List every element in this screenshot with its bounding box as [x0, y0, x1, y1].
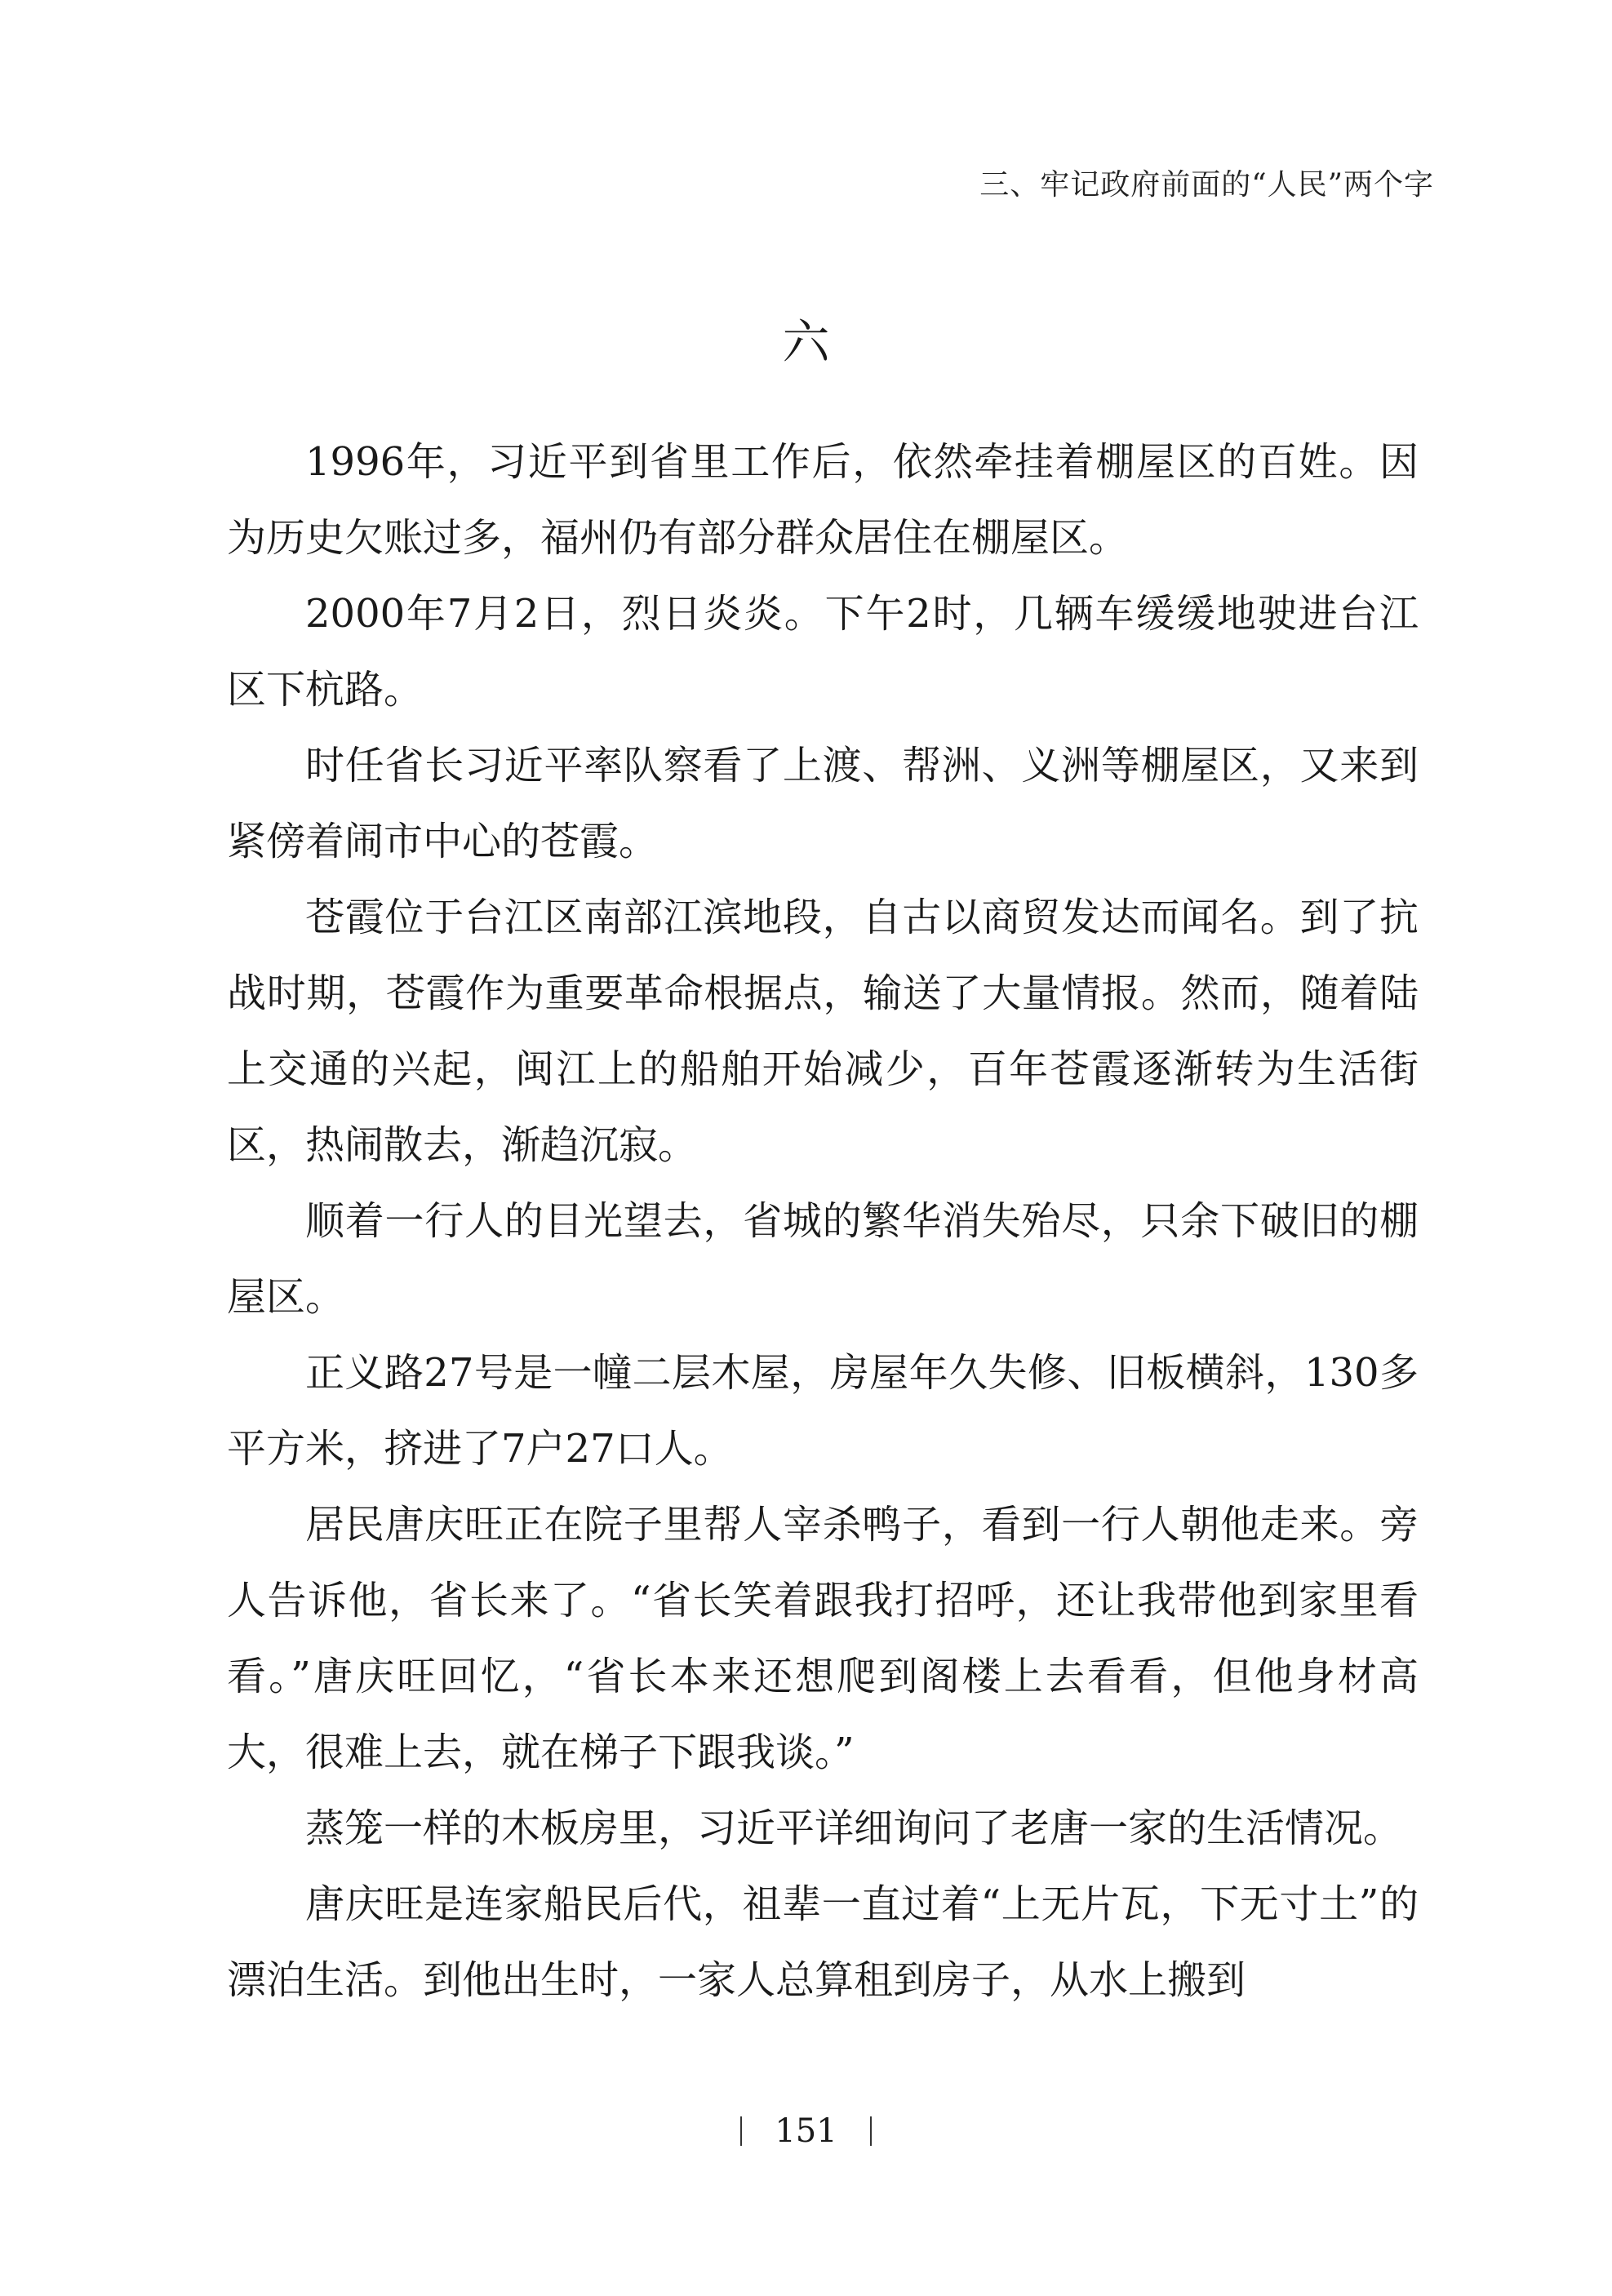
- page-footer: [0, 2112, 1612, 2150]
- paragraph: 居民唐庆旺正在院子里帮人宰杀鸭子，看到一行人朝他走来。旁人告诉他，省长来了。“省长笑着跟我打招呼，还让我带他到家里看看。”唐庆旺回忆，“省长本来还想爬到阁楼上去看看，但他身材高大，很难上去，就在梯子下跟我谈。”: [227, 1502, 1419, 1775]
- paragraph: 苍霞位于台江区南部江滨地段，自古以商贸发达而闻名。到了抗战时期，苍霞作为重要革命根据点，输送了大量情报。然而，随着陆上交通的兴起，闽江上的船舶开始减少，百年苍霞逐渐转为生活街区，热闹散去，渐趋沉寂。: [227, 895, 1419, 1168]
- paragraph: 1996年，习近平到省里工作后，依然牵挂着棚屋区的百姓。因为历史欠账过多，福州仍有部分群众居住在棚屋区。: [227, 439, 1419, 561]
- paragraph: 唐庆旺是连家船民后代，祖辈一直过着“上无片瓦，下无寸土”的漂泊生活。到他出生时，一家人总算租到房子，从水上搬到: [227, 1881, 1419, 2003]
- page-number: 151: [775, 2112, 837, 2150]
- left-rule: [740, 2116, 742, 2146]
- paragraph: 蒸笼一样的木板房里，习近平详细询问了老唐一家的生活情况。: [305, 1805, 1403, 1851]
- paragraph: 2000年7月2日，烈日炎炎。下午2时，几辆车缓缓地驶进台江区下杭路。: [227, 591, 1419, 713]
- running-head: 三、牢记政府前面的“人民”两个字: [979, 168, 1434, 202]
- paragraph: 时任省长习近平率队察看了上渡、帮洲、义洲等棚屋区，又来到紧傍着闹市中心的苍霞。: [227, 743, 1419, 864]
- right-rule: [870, 2116, 872, 2146]
- paragraph: 正义路27号是一幢二层木屋，房屋年久失修、旧板横斜，130多平方米，挤进了7户27口人。: [227, 1350, 1419, 1472]
- section-number: 六: [782, 314, 830, 370]
- body-text: [227, 424, 1419, 2018]
- paragraph: 顺着一行人的目光望去，省城的繁华消失殆尽，只余下破旧的棚屋区。: [227, 1198, 1419, 1320]
